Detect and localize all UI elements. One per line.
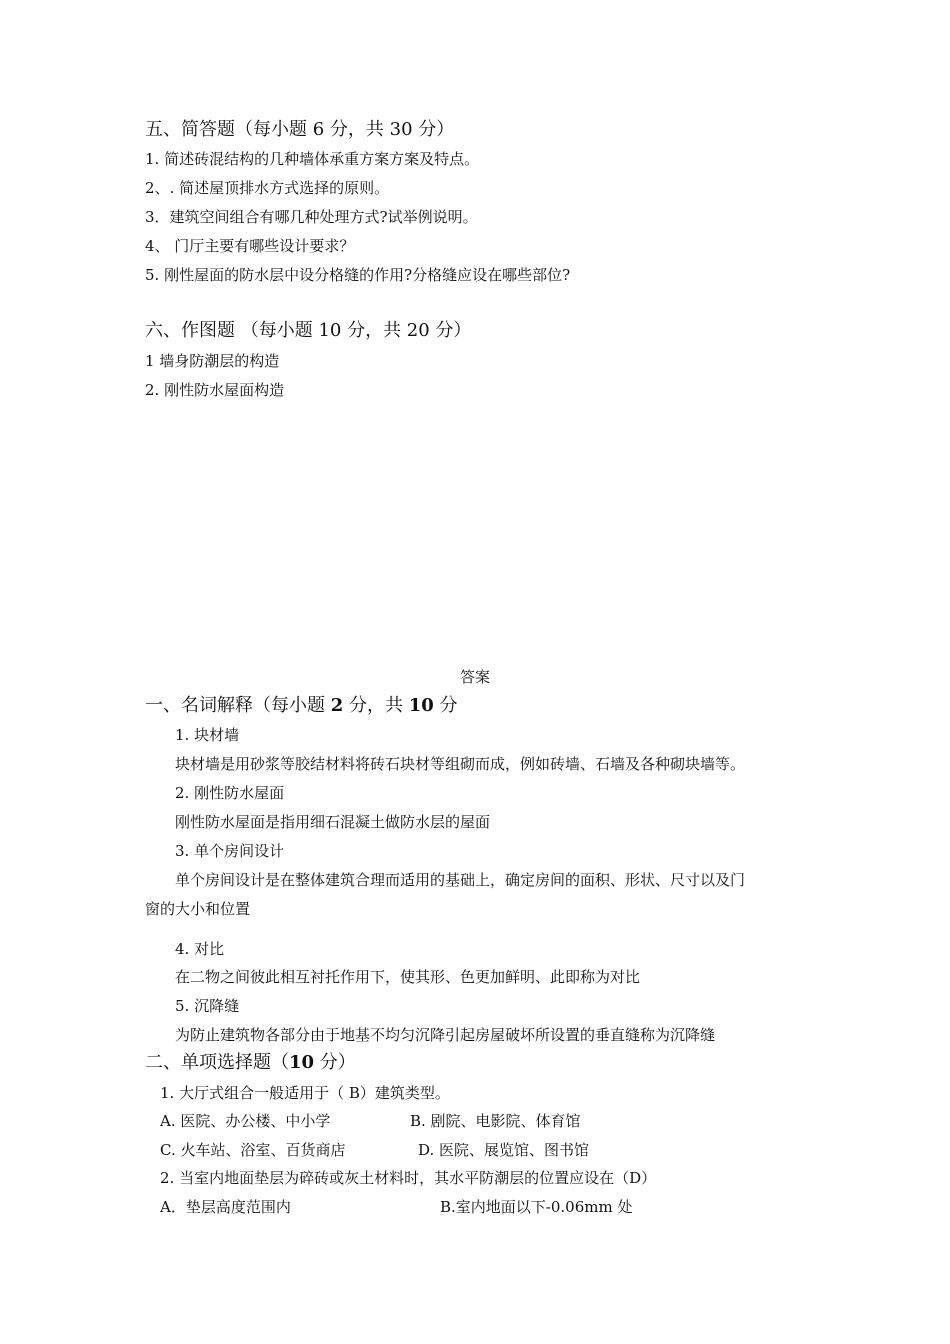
answers-part2-title: 二、单项选择题（10 分）: [145, 1052, 356, 1073]
section6-question-1: 1 墙身防潮层的构造: [145, 352, 280, 370]
answer-definition-5: 为防止建筑物各部分由于地基不均匀沉降引起房屋破坏所设置的垂直缝称为沉降缝: [175, 1026, 716, 1044]
answers-heading: 答案: [459, 668, 490, 686]
choice-question-2-option-b: B.室内地面以下-0.06mm 处: [440, 1198, 633, 1216]
answer-term-3: 3. 单个房间设计: [175, 842, 285, 860]
answer-term-5: 5. 沉降缝: [175, 997, 240, 1015]
choice-question-2: 2. 当室内地面垫层为碎砖或灰土材料时，其水平防潮层的位置应设在（D）: [160, 1169, 657, 1187]
choice-question-1: 1. 大厅式组合一般适用于（ B）建筑类型。: [160, 1084, 450, 1102]
section5-question-2: 2、. 简述屋顶排水方式选择的原则。: [145, 179, 390, 197]
choice-question-1-option-d: D. 医院、展览馆、图书馆: [418, 1141, 590, 1159]
answer-definition-3-line2: 窗的大小和位置: [145, 900, 251, 918]
answer-definition-4: 在二物之间彼此相互衬托作用下，使其形、色更加鲜明、此即称为对比: [175, 968, 641, 986]
section5-question-4: 4、 门厅主要有哪些设计要求？: [145, 237, 355, 255]
answer-definition-3-line1: 单个房间设计是在整体建筑合理而适用的基础上，确定房间的面积、形状、尺寸以及门: [175, 871, 746, 889]
choice-question-2-option-a: A．垫层高度范围内: [160, 1198, 291, 1216]
answer-term-2: 2. 刚性防水屋面: [175, 784, 285, 802]
choice-question-1-option-b: B. 剧院、电影院、体育馆: [410, 1112, 581, 1130]
section5-question-5: 5. 刚性屋面的防水层中设分格缝的作用?分格缝应设在哪些部位?: [145, 266, 571, 284]
answer-definition-2: 刚性防水屋面是指用细石混凝土做防水层的屋面: [175, 813, 491, 831]
answer-term-4: 4. 对比: [175, 940, 225, 958]
choice-question-1-option-a: A. 医院、办公楼、中小学: [160, 1112, 331, 1130]
section5-question-3: 3．建筑空间组合有哪几种处理方式?试举例说明。: [145, 208, 478, 226]
section6-question-2: 2. 刚性防水屋面构造: [145, 381, 285, 399]
section5-title: 五、简答题（每小题 6 分，共 30 分）: [145, 119, 455, 140]
section5-question-1: 1. 简述砖混结构的几种墙体承重方案方案及特点。: [145, 150, 480, 168]
answers-part1-title: 一、名词解释（每小题 2 分，共 10 分: [145, 695, 458, 716]
section6-title: 六、作图题 （每小题 10 分，共 20 分）: [145, 320, 472, 341]
answer-term-1: 1. 块材墙: [175, 726, 240, 744]
answer-definition-1: 块材墙是用砂浆等胶结材料将砖石块材等组砌而成，例如砖墙、石墙及各种砌块墙等。: [175, 755, 746, 773]
choice-question-1-option-c: C. 火车站、浴室、百货商店: [160, 1141, 346, 1159]
